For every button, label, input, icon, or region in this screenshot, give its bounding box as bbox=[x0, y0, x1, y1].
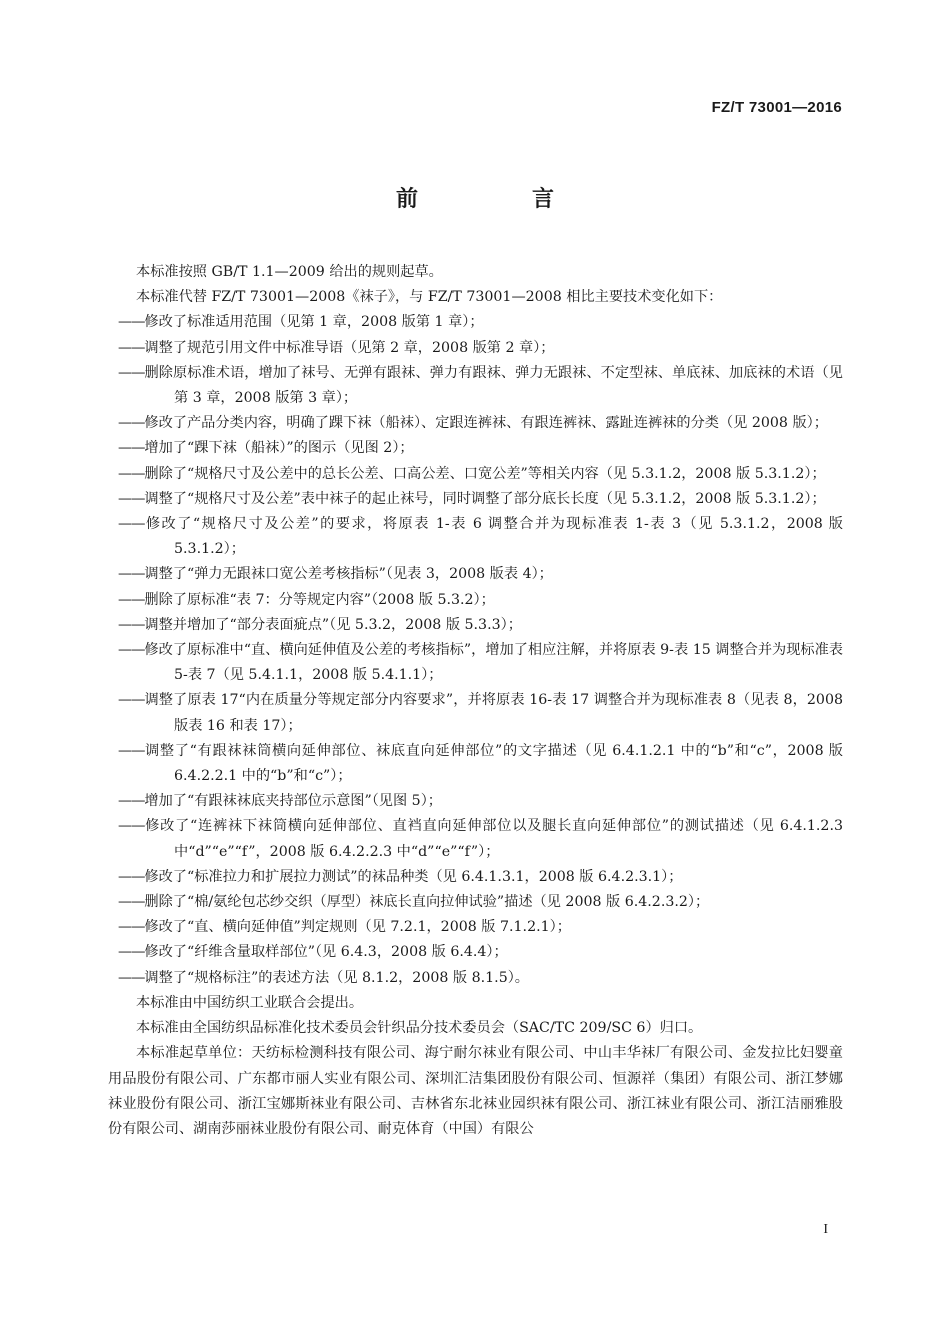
closing-paragraph: 本标准由中国纺织工业联合会提出。 bbox=[136, 994, 364, 1011]
change-list-item bbox=[108, 865, 843, 890]
change-text: 调整了“有跟袜袜筒横向延伸部位、袜底直向延伸部位”的文字描述（见 6.4.1.2.1 中的“b”和“c”，2008 版 6.4.2.2.1 中的“b”和“c”）； bbox=[144, 742, 843, 785]
page-title: 前 言 bbox=[395, 187, 600, 212]
change-list-item bbox=[108, 462, 843, 487]
list-dash: —— bbox=[118, 415, 145, 432]
changes-list bbox=[108, 310, 843, 990]
list-dash: —— bbox=[118, 919, 145, 936]
change-text: 增加了“踝下袜（船袜）”的图示（见图 2）； bbox=[144, 440, 414, 457]
list-dash: —— bbox=[118, 969, 145, 986]
change-list-item bbox=[108, 361, 843, 411]
change-text: 调整了“弹力无跟袜口宽公差考核指标”（见表 3，2008 版表 4）； bbox=[144, 566, 553, 583]
list-dash: —— bbox=[118, 692, 145, 709]
list-dash: —— bbox=[118, 894, 145, 911]
change-text: 调整并增加了“部分表面疵点”（见 5.3.2，2008 版 5.3.3）； bbox=[144, 616, 522, 633]
change-text: 调整了“规格标注”的表述方法（见 8.1.2，2008 版 8.1.5）。 bbox=[144, 969, 529, 986]
list-dash: —— bbox=[118, 465, 145, 482]
change-text: 修改了标准适用范围（见第 1 章，2008 版第 1 章）； bbox=[144, 314, 484, 331]
list-dash: —— bbox=[118, 818, 145, 835]
list-dash: —— bbox=[118, 339, 145, 356]
change-text: 调整了规范引用文件中标准导语（见第 2 章，2008 版第 2 章）； bbox=[144, 339, 555, 356]
change-list-item bbox=[108, 436, 843, 461]
list-dash: —— bbox=[118, 793, 145, 810]
change-text: 调整了“规格尺寸及公差”表中袜子的起止袜号，同时调整了部分底长长度（见 5.3.1.2，2008 版 5.3.1.2）； bbox=[144, 490, 826, 507]
change-list-item bbox=[108, 613, 843, 638]
list-dash: —— bbox=[118, 591, 145, 608]
list-dash: —— bbox=[118, 490, 145, 507]
closing-paragraph: 本标准由全国纺织品标准化技术委员会针织品分技术委员会（SAC/TC 209/SC 6）归口。 bbox=[136, 1020, 703, 1037]
change-text: 调整了原表 17“内在质量分等规定部分内容要求”，并将原表 16-表 17 调整合并为现标准表 8（见表 8，2008 版表 16 和表 17）； bbox=[144, 692, 843, 734]
change-text: 删除原标准术语，增加了袜号、无弹有跟袜、弹力有跟袜、弹力无跟袜、不定型袜、单底袜、加底袜的术语（见第 3 章，2008 版第 3 章）； bbox=[144, 364, 843, 407]
change-text: 修改了原标准中“直、横向延伸值及公差的考核指标”，增加了相应注解，并将原表 9-表 15 调整合并为现标准表 5-表 7（见 5.4.1.1，2008 版 5.4.1.1）； bbox=[144, 642, 843, 684]
page-number: I bbox=[823, 1222, 828, 1237]
change-list-item bbox=[108, 562, 843, 587]
change-text: 增加了“有跟袜袜底夹持部位示意图”（见图 5）； bbox=[144, 793, 442, 810]
list-dash: —— bbox=[118, 944, 145, 961]
list-dash: —— bbox=[118, 566, 145, 583]
change-list-item bbox=[108, 814, 843, 864]
change-list-item bbox=[108, 588, 843, 613]
change-list-item bbox=[108, 890, 843, 915]
change-list-item bbox=[108, 336, 843, 361]
list-dash: —— bbox=[118, 642, 145, 659]
document-body bbox=[108, 260, 843, 1142]
change-list-item bbox=[108, 487, 843, 512]
change-list-item bbox=[108, 940, 843, 965]
change-text: 修改了“直、横向延伸值”判定规则（见 7.2.1，2008 版 7.1.2.1）； bbox=[144, 919, 571, 936]
change-text: 删除了“棉/氨纶包芯纱交织（厚型）袜底长直向拉伸试验”描述（见 2008 版 6.4.2.3.2）； bbox=[144, 894, 710, 911]
drafting-units-paragraph: 本标准起草单位：天纺标检测科技有限公司、海宁耐尔袜业有限公司、中山丰华袜厂有限公司、金发拉比妇婴童用品股份有限公司、广东都市丽人实业有限公司、深圳汇洁集团股份有限公司、恒源祥（集团）有限公司、浙江梦娜袜业股份有限公司、浙江宝娜斯袜业有限公司、吉林省东北袜业园织袜有限公司、浙江袜业有限公司、浙江洁丽雅股份有限公司、湖南莎丽袜业股份有限公司、耐克体育（中国）有限公 bbox=[108, 1045, 843, 1137]
list-dash: —— bbox=[118, 516, 145, 533]
change-list-item bbox=[108, 638, 843, 688]
change-text: 修改了产品分类内容，明确了踝下袜（船袜）、定跟连裤袜、有跟连裤袜、露趾连裤袜的分类（见 2008 版）； bbox=[144, 415, 828, 432]
list-dash: —— bbox=[118, 314, 145, 331]
change-text: 删除了“规格尺寸及公差中的总长公差、口高公差、口宽公差”等相关内容（见 5.3.1.2，2008 版 5.3.1.2）； bbox=[144, 465, 826, 482]
intro-paragraph: 本标准按照 GB/T 1.1—2009 给出的规则起草。 bbox=[136, 264, 443, 280]
change-text: 删除了原标准“表 7：分等规定内容”（2008 版 5.3.2）； bbox=[144, 591, 495, 608]
change-list-item bbox=[108, 739, 843, 789]
list-dash: —— bbox=[118, 742, 145, 759]
change-list-item bbox=[108, 789, 843, 814]
change-list-item bbox=[108, 411, 843, 436]
change-list-item bbox=[108, 512, 843, 562]
change-list-item bbox=[108, 310, 843, 335]
change-text: 修改了“纤维含量取样部位”（见 6.4.3，2008 版 6.4.4）； bbox=[144, 944, 508, 961]
change-list-item bbox=[108, 966, 843, 991]
change-list-item bbox=[108, 688, 843, 738]
change-text: 修改了“规格尺寸及公差”的要求，将原表 1-表 6 调整合并为现标准表 1-表 3（见 5.3.1.2，2008 版 5.3.1.2）； bbox=[144, 516, 843, 558]
list-dash: —— bbox=[118, 364, 145, 381]
intro-paragraph: 本标准代替 FZ/T 73001—2008《袜子》，与 FZ/T 73001—2008 相比主要技术变化如下： bbox=[136, 289, 723, 306]
change-text: 修改了“标准拉力和扩展拉力测试”的袜品种类（见 6.4.1.3.1，2008 版 6.4.2.3.1）； bbox=[144, 868, 683, 885]
standard-code: FZ/T 73001—2016 bbox=[711, 99, 842, 116]
list-dash: —— bbox=[118, 616, 145, 633]
list-dash: —— bbox=[118, 440, 145, 457]
change-list-item bbox=[108, 915, 843, 940]
list-dash: —— bbox=[118, 868, 145, 885]
change-text: 修改了“连裤袜下袜筒横向延伸部位、直裆直向延伸部位以及腿长直向延伸部位”的测试描述（见 6.4.1.2.3 中“d”“e”“f”，2008 版 6.4.2.2.3 中“d”“e”“f”）； bbox=[144, 818, 843, 860]
